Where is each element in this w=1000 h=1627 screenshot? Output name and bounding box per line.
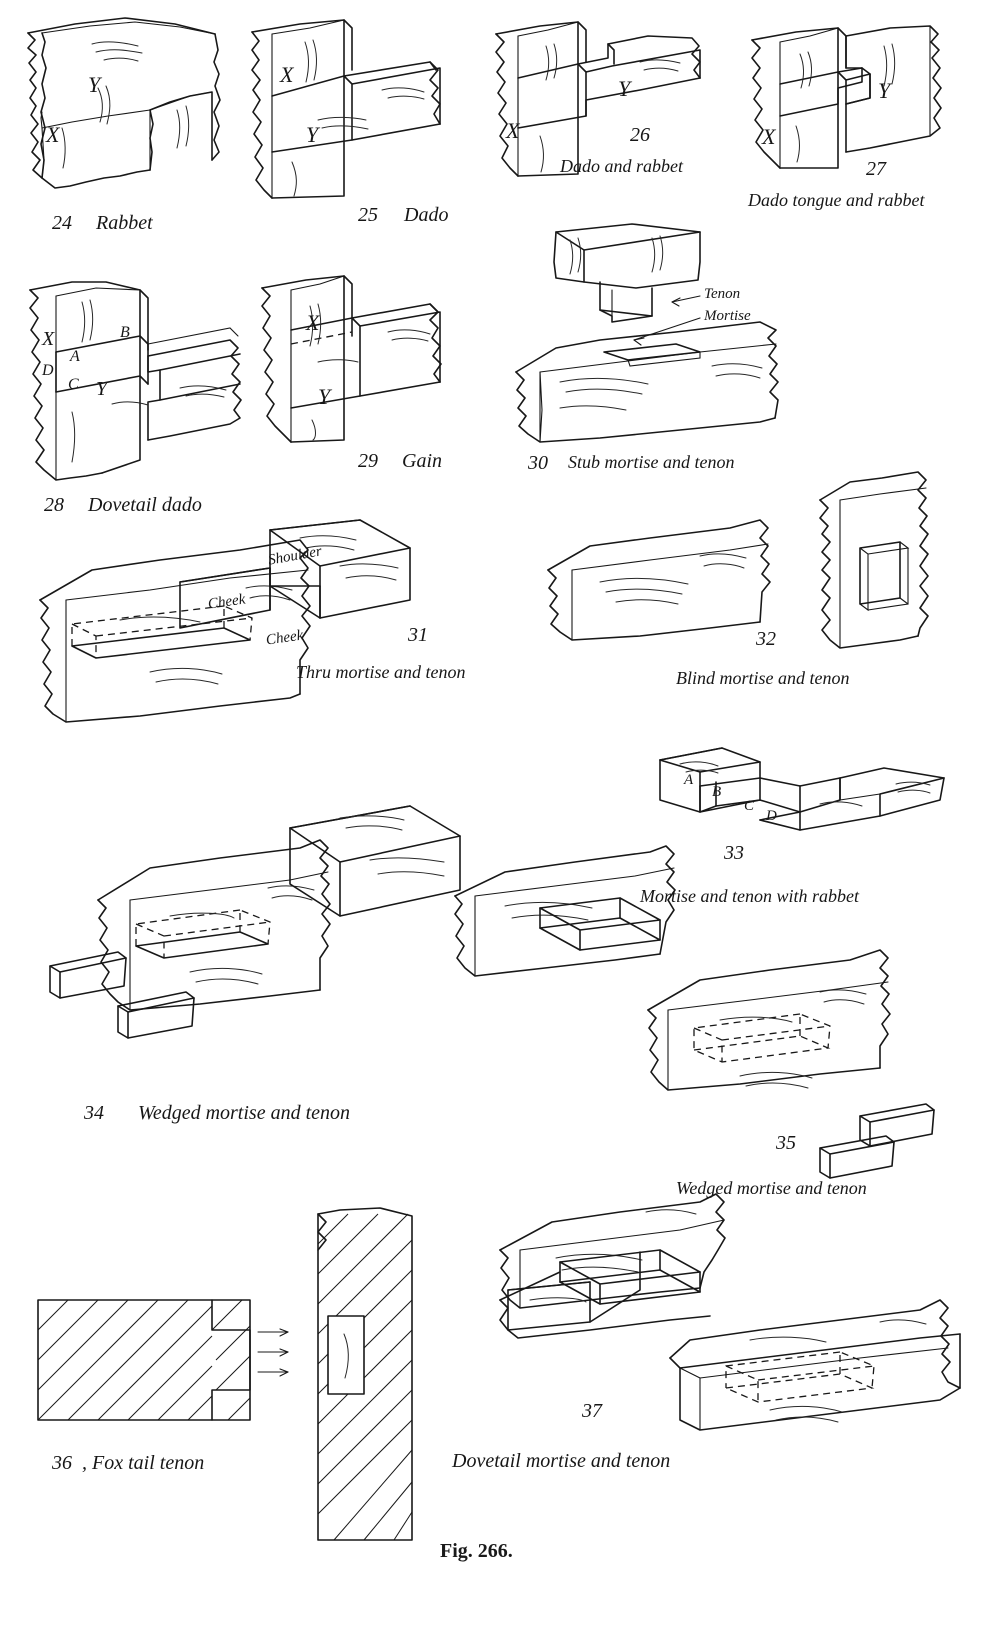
joint-28-letter-b: B xyxy=(120,324,130,341)
joint-37-drawing xyxy=(500,1194,960,1430)
joint-26-number: 26 xyxy=(630,124,650,146)
joint-24-caption: Rabbet xyxy=(96,212,153,234)
joint-28-letter-x: X xyxy=(42,328,55,350)
joint-27-letter-x: X xyxy=(762,124,776,149)
joint-34-caption: Wedged mortise and tenon xyxy=(138,1102,351,1124)
joint-33-letter-a: A xyxy=(684,772,694,788)
joint-24-drawing xyxy=(28,18,220,188)
joint-33-number: 33 xyxy=(724,842,744,864)
mortise-callout-label: Mortise xyxy=(704,308,751,324)
joint-28-letter-c: C xyxy=(68,376,79,393)
cheek-label-2: Cheek xyxy=(264,627,305,649)
joint-29-drawing xyxy=(262,276,441,442)
joint-25-caption: Dado xyxy=(404,204,449,226)
joint-33-letter-d: D xyxy=(766,808,777,824)
joint-30-caption: Stub mortise and tenon xyxy=(568,452,735,472)
joint-31-caption: Thru mortise and tenon xyxy=(296,662,466,682)
joint-24-number: 24 xyxy=(52,212,72,234)
joint-25-number: 25 xyxy=(358,204,378,226)
joint-27-drawing xyxy=(752,26,941,168)
joint-31-number: 31 xyxy=(408,624,428,646)
joint-28-letter-a: A xyxy=(70,348,80,365)
joint-37-number: 37 xyxy=(582,1400,602,1422)
joint-27-caption: Dado tongue and rabbet xyxy=(748,190,925,210)
joint-35-caption: Wedged mortise and tenon xyxy=(676,1178,867,1198)
joint-32-caption: Blind mortise and tenon xyxy=(676,668,850,688)
joint-29-caption: Gain xyxy=(402,450,442,472)
joint-33-letter-c: C xyxy=(744,798,755,814)
joint-36-number: 36 xyxy=(52,1452,72,1474)
joint-37-caption: Dovetail mortise and tenon xyxy=(452,1450,671,1472)
shoulder-label: Shoulder xyxy=(266,543,324,569)
joint-28-letter-y: Y xyxy=(96,378,108,400)
joint-26-letter-x: X xyxy=(506,118,520,143)
joint-34-number: 34 xyxy=(84,1102,104,1124)
joint-24-letter-y: Y xyxy=(88,72,101,97)
joint-29-letter-y: Y xyxy=(318,384,331,409)
joint-26-caption: Dado and rabbet xyxy=(560,156,683,176)
cheek-label-1: Cheek xyxy=(206,591,247,613)
joint-25-drawing xyxy=(252,20,440,198)
joint-36-caption: , Fox tail tenon xyxy=(82,1452,205,1474)
joint-26-letter-y: Y xyxy=(618,76,631,101)
joint-28-drawing xyxy=(30,282,241,480)
joint-34-drawing xyxy=(50,806,460,1038)
joint-28-caption: Dovetail dado xyxy=(88,494,202,516)
joint-32-number: 32 xyxy=(756,628,776,650)
joint-29-letter-x: X xyxy=(306,310,320,335)
joint-33-letter-b: B xyxy=(712,784,722,800)
joint-32-drawing xyxy=(548,472,928,648)
joint-28-letter-d: D xyxy=(42,362,54,379)
joint-26-drawing xyxy=(496,22,700,176)
joint-36-drawing xyxy=(38,1208,412,1540)
joint-25-letter-x: X xyxy=(280,62,294,87)
joint-30-number: 30 xyxy=(528,452,548,474)
joint-33-caption: Mortise and tenon with rabbet xyxy=(640,886,859,906)
joint-24-letter-x: X xyxy=(46,122,60,147)
joint-29-number: 29 xyxy=(358,450,378,472)
joint-35-number: 35 xyxy=(776,1132,796,1154)
joint-27-number: 27 xyxy=(866,158,886,180)
tenon-callout-label: Tenon xyxy=(704,286,741,302)
joint-25-letter-y: Y xyxy=(306,122,319,147)
joint-27-letter-y: Y xyxy=(878,78,891,103)
joint-31-drawing xyxy=(40,520,410,722)
joint-30-drawing xyxy=(516,224,778,442)
joint-33-drawing xyxy=(660,748,944,830)
figure-caption: Fig. 266. xyxy=(440,1540,513,1562)
joint-28-number: 28 xyxy=(44,494,64,516)
